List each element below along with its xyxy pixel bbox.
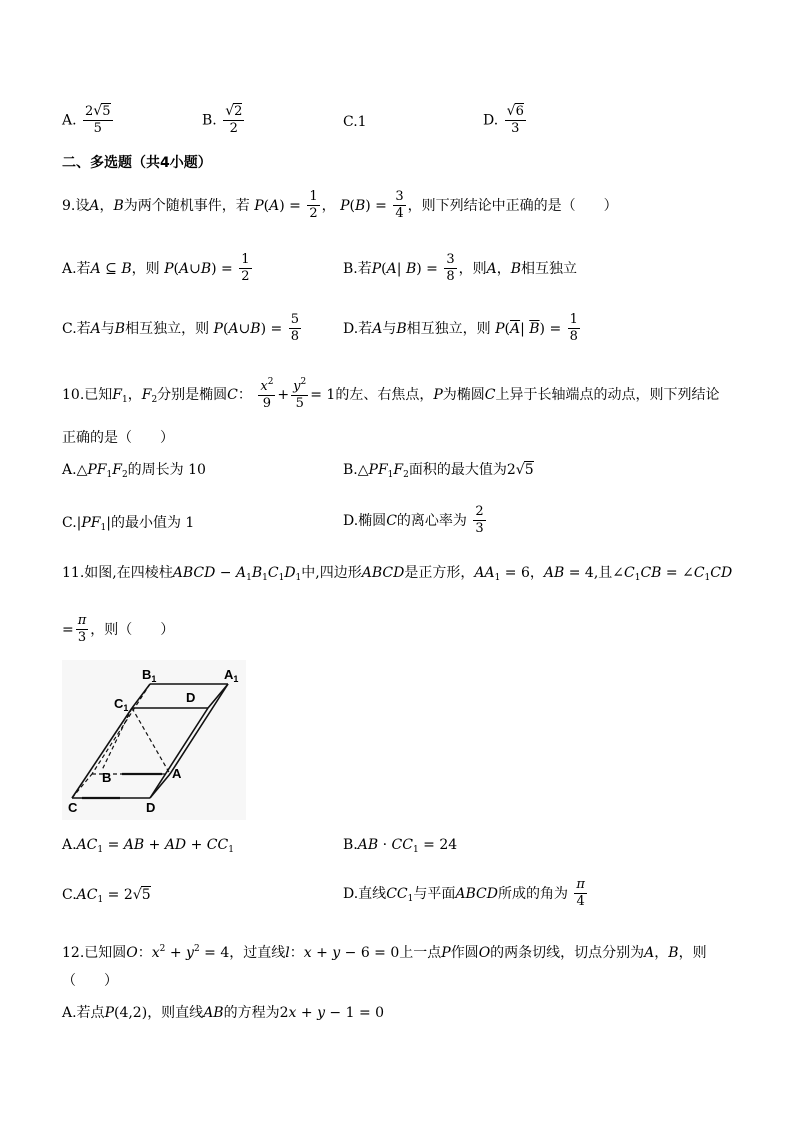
option-label: D.	[483, 112, 499, 129]
q8-option-b	[202, 104, 246, 137]
fraction: $\frac{√2}{2}$	[225, 103, 243, 137]
q12-stem-line2: （ ）	[62, 973, 118, 989]
q9-option-b: B.若P(A| B) = $\frac{3}{8}$ ，则A，B相互独立	[343, 252, 578, 285]
q8-option-a	[62, 104, 115, 137]
q11-option-c: $C.AC_1 = 2√5$	[62, 887, 151, 905]
figure-label-b1: $B_1$	[142, 667, 157, 684]
figure-label-a1: $A_1$	[224, 667, 239, 684]
q9-stem: 9.设A，B为两个随机事件，若 P(A) = $\frac{1}{2}$ ， P(B) = $\frac{3}{4}$ ，则下列结论中正确的是（ ）	[62, 189, 618, 222]
fraction: $\frac{√6}{3}$	[506, 103, 524, 137]
q10-stem-line2: 正确的是（ ）	[62, 430, 174, 446]
q9-option-c: C.若A与B相互独立，则 P(A∪B) = $\frac{5}{8}$	[62, 312, 299, 345]
q11-stem: 11.如图,在四棱柱ABCD − $A_1B_1C_1D_1$中,四边形ABCD是正方形，$AA_1 = 6$，AB = 4,且$\angle C_1CB$ = $\angle C_1CD$	[62, 565, 733, 583]
figure-label-d1: D	[186, 690, 196, 705]
q9-option-d: D.若A与B相互独立，则 $P(\overline{A}|$ $\overline{B}$) = $\frac{1}{8}$	[343, 312, 578, 345]
figure-label-d: D	[146, 800, 156, 815]
q10-option-d: D.椭圆C的离心率为 $\frac{2}{3}$	[343, 504, 484, 537]
figure-label-a: A	[172, 766, 182, 781]
q10-option-a: $A.\triangle PF_1F_2$的周长为 10	[62, 462, 206, 480]
q8-option-c: C.1	[343, 114, 367, 130]
q11-option-d: D.直线$CC_1$与平面ABCD所成的角为 $\frac{\pi}{4}$	[343, 877, 585, 910]
section-title: 二、多选题（共4小题）	[62, 155, 212, 171]
figure-label-b: B	[102, 770, 112, 785]
q10-option-b: $B.\triangle PF_1F_2$面积的最大值为2√5	[343, 462, 534, 480]
q12-stem: 12.已知圆O：$x^2 + y^2 = 4$，过直线l：x + y − 6 = 0上一点P作圆O的两条切线，切点分别为A，B，则	[62, 944, 707, 961]
figure-label-c: C	[68, 800, 78, 815]
q12-option-a: A.若点P(4,2)，则直线AB的方程为2x + y − 1 = 0	[62, 1005, 385, 1021]
q10-stem: 10.已知$F_1$，$F_2$分别是椭圆C： $\frac{x^2}{9}$ + $\frac{y^2}{5}$ = 1的左、右焦点，P为椭圆C上异于长轴端点的动点，则下列结论	[62, 377, 720, 412]
option-label: B.	[202, 112, 217, 129]
q11-stem-line2: = $\frac{\pi}{3}$ ，则（ ）	[62, 613, 175, 646]
option-label: A.	[62, 112, 77, 129]
fraction: $\frac{2√5}{5}$	[85, 103, 111, 137]
q11-option-a: $A.AC_1$ = AB + AD + $CC_1$	[62, 837, 234, 855]
q9-option-a: A.若A ⊆ B，则 P(A∪B) = $\frac{1}{2}$	[62, 252, 250, 285]
figure-label-c1: $C_1$	[114, 696, 129, 713]
parallelepiped-figure	[62, 660, 246, 820]
q10-option-c: $C.|PF_1|$的最小值为 1	[62, 515, 195, 533]
q8-option-d	[483, 104, 528, 137]
q11-option-b: $B.AB \cdot CC_1 = 24$	[343, 837, 458, 855]
